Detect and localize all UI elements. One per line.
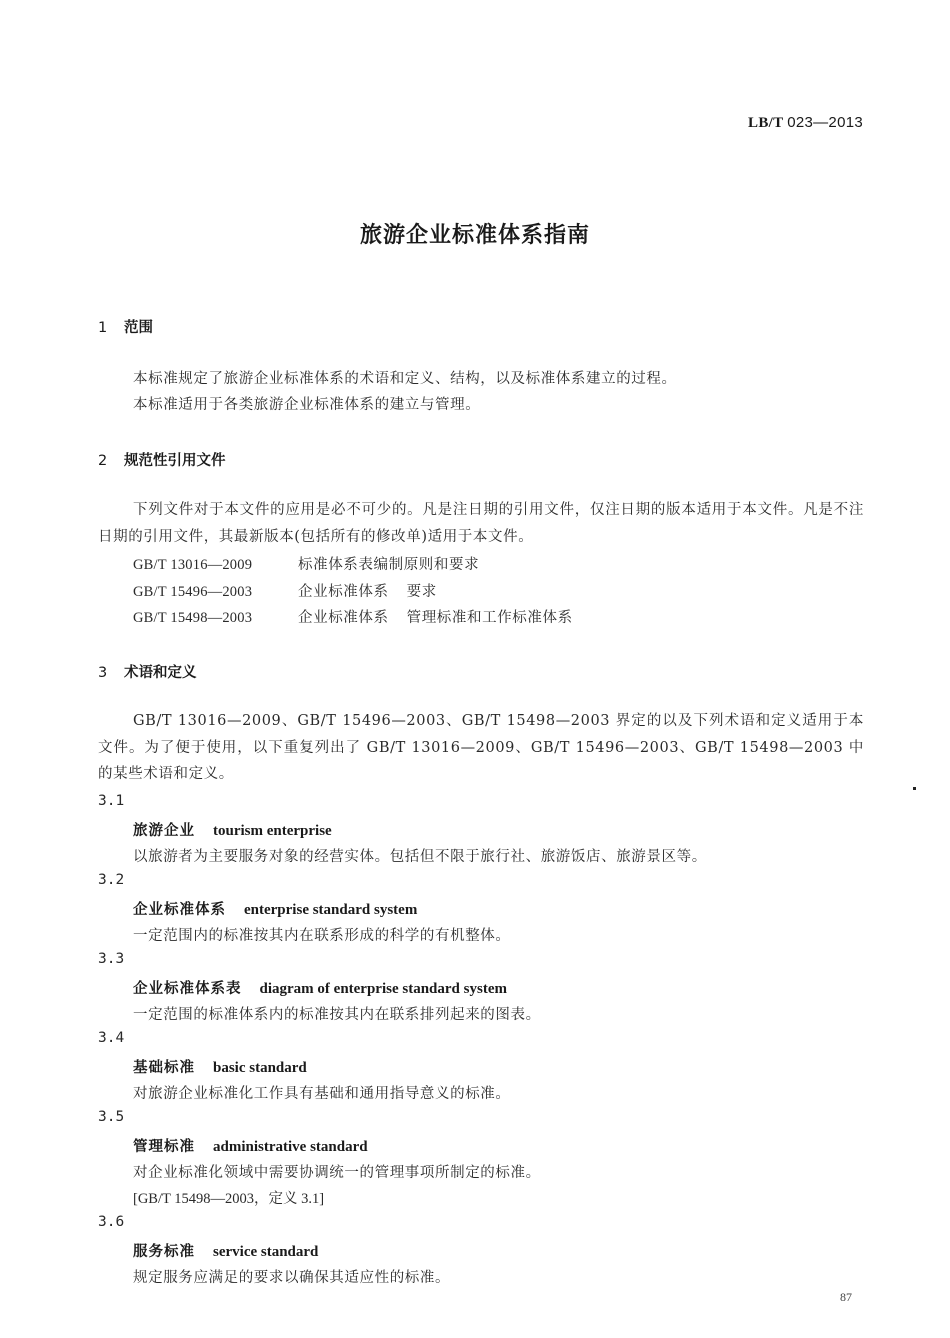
section-number: 1 xyxy=(98,320,108,336)
section-2-heading xyxy=(98,449,226,470)
term-number: 3.5 xyxy=(98,1109,125,1125)
term-definition: 一定范围的标准体系内的标准按其内在联系排列起来的图表。 xyxy=(133,1007,541,1023)
reference-code: GB/T 15496—2003 xyxy=(133,584,253,600)
term-number: 3.1 xyxy=(98,793,125,809)
term-heading xyxy=(133,898,417,919)
term-zh: 企业标准体系表 xyxy=(133,981,242,997)
term-heading xyxy=(133,819,332,840)
section-3-intro: GB/T 13016—2009、GB/T 15496—2003、GB/T 15498—2003 界定的以及下列术语和定义适用于本文件。为了便于使用，以下重复列出了 GB/T 13016—2009、GB/T 15496—2003、GB/T 15498—2003 中的某些术语和定义。 xyxy=(98,713,864,782)
term-number: 3.6 xyxy=(98,1214,125,1230)
term-en: administrative standard xyxy=(213,1139,368,1155)
term-number: 3.4 xyxy=(98,1030,125,1046)
term-zh: 服务标准 xyxy=(133,1244,195,1260)
term-en: enterprise standard system xyxy=(244,902,418,918)
term-heading xyxy=(133,977,507,998)
section-number: 2 xyxy=(98,453,108,469)
reference-row xyxy=(133,580,437,601)
section-title: 术语和定义 xyxy=(124,665,197,681)
reference-title-part-a: 企业标准体系 xyxy=(298,584,389,600)
term-en: diagram of enterprise standard system xyxy=(259,981,507,997)
reference-title xyxy=(298,610,573,626)
reference-title-part-a: 企业标准体系 xyxy=(298,610,389,626)
reference-code: GB/T 15498—2003 xyxy=(133,610,253,626)
term-zh: 企业标准体系 xyxy=(133,902,226,918)
term-definition: 对企业标准化领域中需要协调统一的管理事项所制定的标准。 xyxy=(133,1165,541,1181)
reference-code: GB/T 13016—2009 xyxy=(133,557,253,573)
scan-speck xyxy=(913,787,916,790)
term-heading xyxy=(133,1056,307,1077)
reference-row xyxy=(133,606,573,627)
term-en: tourism enterprise xyxy=(213,823,332,839)
term-definition: 一定范围内的标准按其内在联系形成的科学的有机整体。 xyxy=(133,928,511,944)
reference-title-part-b: 管理标准和工作标准体系 xyxy=(406,610,573,626)
section-2-intro: 下列文件对于本文件的应用是必不可少的。凡是注日期的引用文件，仅注日期的版本适用于本文件。凡是不注日期的引用文件，其最新版本(包括所有的修改单)适用于本文件。 xyxy=(98,502,864,545)
reference-title-part-b: 要求 xyxy=(406,584,437,600)
term-definition: 规定服务应满足的要求以确保其适应性的标准。 xyxy=(133,1270,451,1286)
reference-title xyxy=(298,584,437,600)
reference-row xyxy=(133,553,479,574)
term-number: 3.2 xyxy=(98,872,125,888)
standard-code xyxy=(748,114,863,132)
section-number: 3 xyxy=(98,665,108,681)
section-1-paragraph-2: 本标准适用于各类旅游企业标准体系的建立与管理。 xyxy=(133,397,481,413)
term-number: 3.3 xyxy=(98,951,125,967)
section-title: 规范性引用文件 xyxy=(124,453,226,469)
section-1-paragraph-1: 本标准规定了旅游企业标准体系的术语和定义、结构，以及标准体系建立的过程。 xyxy=(133,371,677,387)
term-zh: 管理标准 xyxy=(133,1139,195,1155)
standard-code-prefix: LB/T xyxy=(748,115,784,131)
term-zh: 旅游企业 xyxy=(133,823,195,839)
term-zh: 基础标准 xyxy=(133,1060,195,1076)
section-title: 范围 xyxy=(124,320,153,336)
standard-code-number: 023—2013 xyxy=(787,114,863,131)
section-3-heading xyxy=(98,661,197,682)
term-heading xyxy=(133,1240,318,1261)
term-en: service standard xyxy=(213,1244,319,1260)
document-title: 旅游企业标准体系指南 xyxy=(359,223,590,248)
section-1-heading xyxy=(98,316,153,337)
term-heading xyxy=(133,1135,368,1156)
term-definition: 以旅游者为主要服务对象的经营实体。包括但不限于旅行社、旅游饭店、旅游景区等。 xyxy=(133,849,707,865)
reference-title: 标准体系表编制原则和要求 xyxy=(298,557,480,573)
term-en: basic standard xyxy=(213,1060,307,1076)
term-definition: 对旅游企业标准化工作具有基础和通用指导意义的标准。 xyxy=(133,1086,511,1102)
page-number: 87 xyxy=(840,1290,852,1304)
term-source: [GB/T 15498—2003，定义 3.1] xyxy=(133,1191,325,1207)
